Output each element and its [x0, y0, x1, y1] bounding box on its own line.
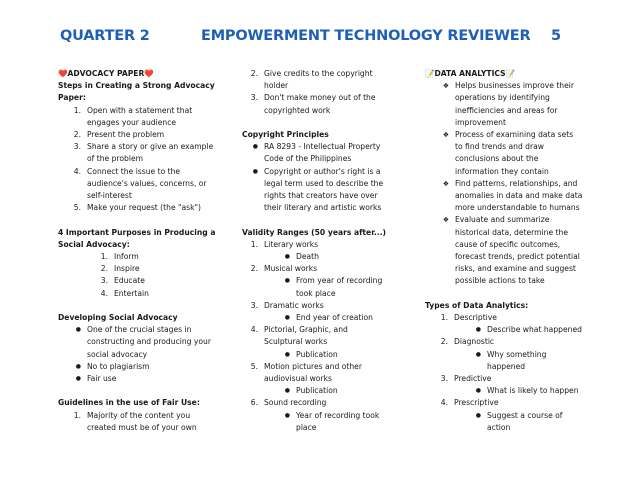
- list-item: ❖ Evaluate and summarize historical data, determine the cause of specific outcomes, forecast trends, predict potential risks, and examine and suggest possible actions to take: [442, 215, 580, 286]
- page-number: 5: [551, 28, 561, 44]
- list-item: 2. Inspire: [100, 264, 140, 274]
- list-item: ● Suggest a course of action: [475, 410, 563, 432]
- list-item: 5. Motion pictures and other audiovisual works: [250, 361, 362, 384]
- developing-heading: Developing Social Advocacy: [58, 313, 178, 323]
- steps-heading: Steps in Creating a Strong Advocacy: [58, 81, 215, 91]
- list-item: ● Why something happened: [475, 349, 547, 371]
- column-3: [425, 68, 585, 434]
- list-item: ❖ Find patterns, relationships, and anomalies in data and make data more understandable to humans: [442, 178, 583, 213]
- list-item: ● RA 8293 - Intellectual Property Code of the Philippines: [252, 142, 381, 164]
- types-heading: Types of Data Analytics:: [425, 300, 529, 310]
- list-item: ● Fair use: [75, 374, 117, 384]
- validity-heading: Validity Ranges (50 years after...): [242, 227, 386, 237]
- page-header: [60, 28, 580, 50]
- list-item: ● End year of creation: [284, 313, 373, 323]
- list-item: 1. Literary works: [250, 239, 319, 249]
- list-item: ● What is likely to happen: [475, 386, 579, 396]
- list-item: 1. Open with a statement that engages your audience: [73, 105, 193, 127]
- list-item: 2. Present the problem: [73, 130, 165, 140]
- list-item: 3. Predictive: [440, 374, 492, 384]
- list-item: 1. Inform: [100, 252, 139, 262]
- list-item: 3. Dramatic works: [250, 300, 324, 310]
- list-item: 2. Musical works: [250, 264, 318, 274]
- list-item: 4. Pictorial, Graphic, and Sculptural works: [250, 325, 348, 347]
- list-item: ● Publication: [284, 386, 338, 396]
- list-item: ❖ Process of examining data sets to find trends and draw conclusions about the information they contain: [442, 130, 574, 176]
- column-1: [58, 68, 226, 434]
- list-item: ● Describe what happened: [475, 325, 582, 335]
- list-item: ● Copyright or author's right is a legal term used to describe the rights that creators have over their literary and artistic works: [252, 166, 384, 213]
- list-item: 4. Connect the issue to the audience's values, concerns, or self-interest: [73, 166, 207, 201]
- document-title: EMPOWERMENT TECHNOLOGY REVIEWER: [201, 28, 531, 44]
- advocacy-paper-heading: ❤️ADVOCACY PAPER❤️: [58, 69, 154, 78]
- list-item: 4. Prescriptive: [440, 398, 499, 408]
- steps-heading-cont: Paper:: [58, 93, 86, 103]
- list-item: 2. Diagnostic: [440, 337, 495, 347]
- list-item: ● From year of recording took place: [284, 276, 383, 298]
- list-item: 2. Give credits to the copyright holder: [250, 69, 373, 91]
- list-item: 1. Majority of the content you created must be of your own: [73, 410, 197, 432]
- purposes-heading: 4 Important Purposes in Producing a: [58, 227, 216, 237]
- copyright-heading: Copyright Principles: [242, 130, 329, 139]
- list-item: ● No to plagiarism: [75, 361, 150, 371]
- list-item: ● Year of recording took place: [284, 410, 380, 432]
- list-item: 3. Don't make money out of the copyrighted work: [250, 93, 376, 115]
- list-item: ● Publication: [284, 349, 338, 359]
- data-analytics-heading: 📝DATA ANALYTICS📝: [425, 69, 516, 78]
- list-item: 5. Make your request (the "ask"): [73, 203, 201, 213]
- purposes-heading-cont: Social Advocacy:: [58, 239, 130, 249]
- list-item: 6. Sound recording: [250, 398, 327, 408]
- list-item: ● Death: [284, 252, 319, 262]
- list-item: ❖ Helps businesses improve their operations by identifying inefficiencies and areas for improvement: [442, 81, 575, 127]
- list-item: 3. Share a story or give an example of the problem: [73, 142, 214, 164]
- fair-use-heading: Guidelines in the use of Fair Use:: [58, 398, 200, 408]
- list-item: 1. Descriptive: [440, 313, 497, 323]
- list-item: ● One of the crucial stages in constructing and producing your social advocacy: [75, 325, 211, 359]
- list-item: 4. Entertain: [100, 288, 149, 298]
- list-item: 3. Educate: [100, 276, 145, 286]
- quarter-label: QUARTER 2: [60, 28, 150, 44]
- column-2: [242, 68, 402, 434]
